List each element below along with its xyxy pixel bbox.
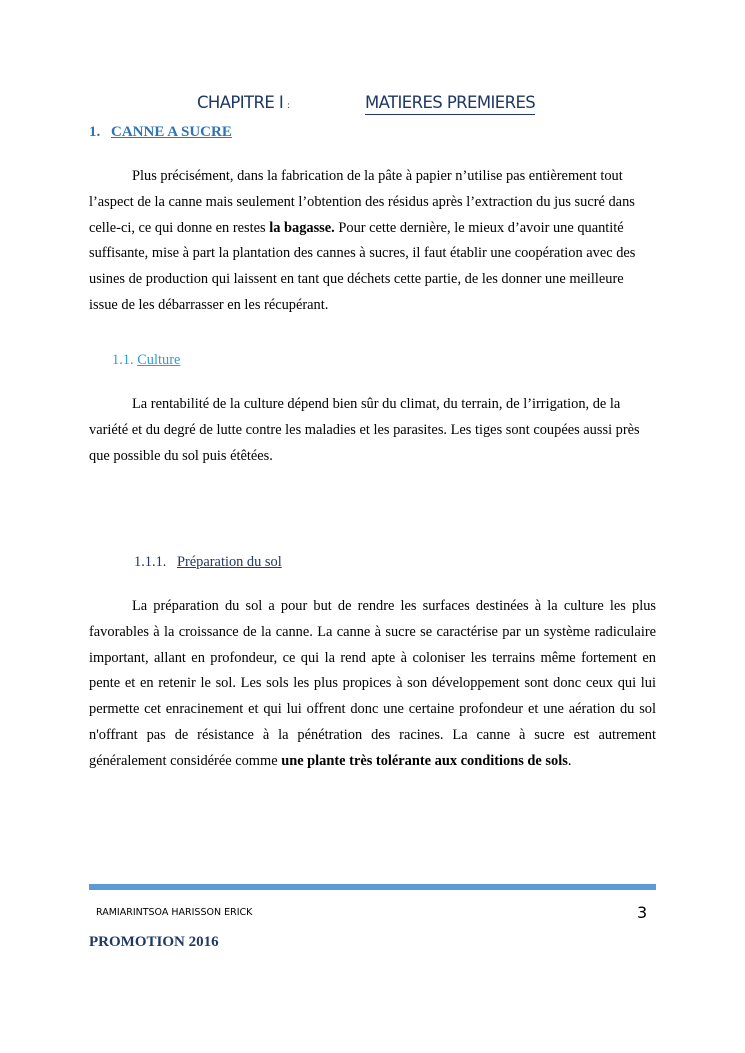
section-number: 1. [89, 124, 101, 140]
chapter-title [0, 91, 745, 121]
subsubsection-number: 1.1.1. [134, 554, 167, 570]
section-title: CANNE A SUCRE [111, 124, 232, 140]
bold-plante-tolerante: une plante très tolérante aux conditions de sols [281, 752, 568, 769]
bold-bagasse: la bagasse. [269, 219, 335, 236]
paragraph-canne-intro: Plus précisément, dans la fabrication de la pâte à papier n’utilise pas entièrement tout l’aspect de la canne mais seulement l’obtention des résidus après l’extraction du jus sucré dans celle-ci, ce qui donne en restes la bagasse. Pour cette dernière, le mieux d’avoir une quantité suffisante, mise à part la plantation des cannes à sucres, il faut établir une coopération avec des usines de production qui laissent en tant que déchets cette partie, de les donner une meilleure issue de les débarrasser en les récupérant. [89, 168, 636, 313]
subsubsection-heading-preparation [134, 554, 282, 571]
chapter-label: CHAPITRE I : [197, 93, 290, 112]
chapter-name: MATIERES PREMIERES [365, 93, 535, 115]
footer-rule [89, 884, 656, 890]
section-heading-canne-a-sucre [89, 124, 232, 141]
footer-author: RAMIARINTSOA HARISSON ERICK [96, 907, 253, 918]
chapter-colon: : [287, 101, 290, 111]
subsection-number: 1.1. [112, 352, 134, 368]
paragraph-culture: La rentabilité de la culture dépend bien sûr du climat, du terrain, de l’irrigation, de la variété et du degré de lutte contre les maladies et les parasites. Les tiges sont coupées aussi près que possible du sol puis étêtées. [89, 396, 640, 464]
page-number: 3 [637, 903, 648, 922]
subsection-heading-culture [112, 352, 180, 369]
subsection-title-link[interactable]: Culture [137, 352, 181, 368]
paragraph-preparation-sol: La préparation du sol a pour but de rendre les surfaces destinées à la culture les plus favorables à la croissance de la canne. La canne à sucre se caractérise par un système radiculaire important, allant en profondeur, ce qui la rend apte à coloniser les terrains même fortement en pente et en retenir le sol. Les sols les plus propices à son développement sont donc ceux qui lui permette cet enracinement et qui lui offrent donc une certaine profondeur et une aération du sol n'offrant pas de résistance à la pénétration des racines. La canne à sucre est autrement généralement considérée comme une plante très tolérante aux conditions de sols. [89, 598, 656, 769]
subsubsection-title: Préparation du sol [177, 554, 282, 570]
footer-promotion: PROMOTION 2016 [89, 934, 219, 950]
